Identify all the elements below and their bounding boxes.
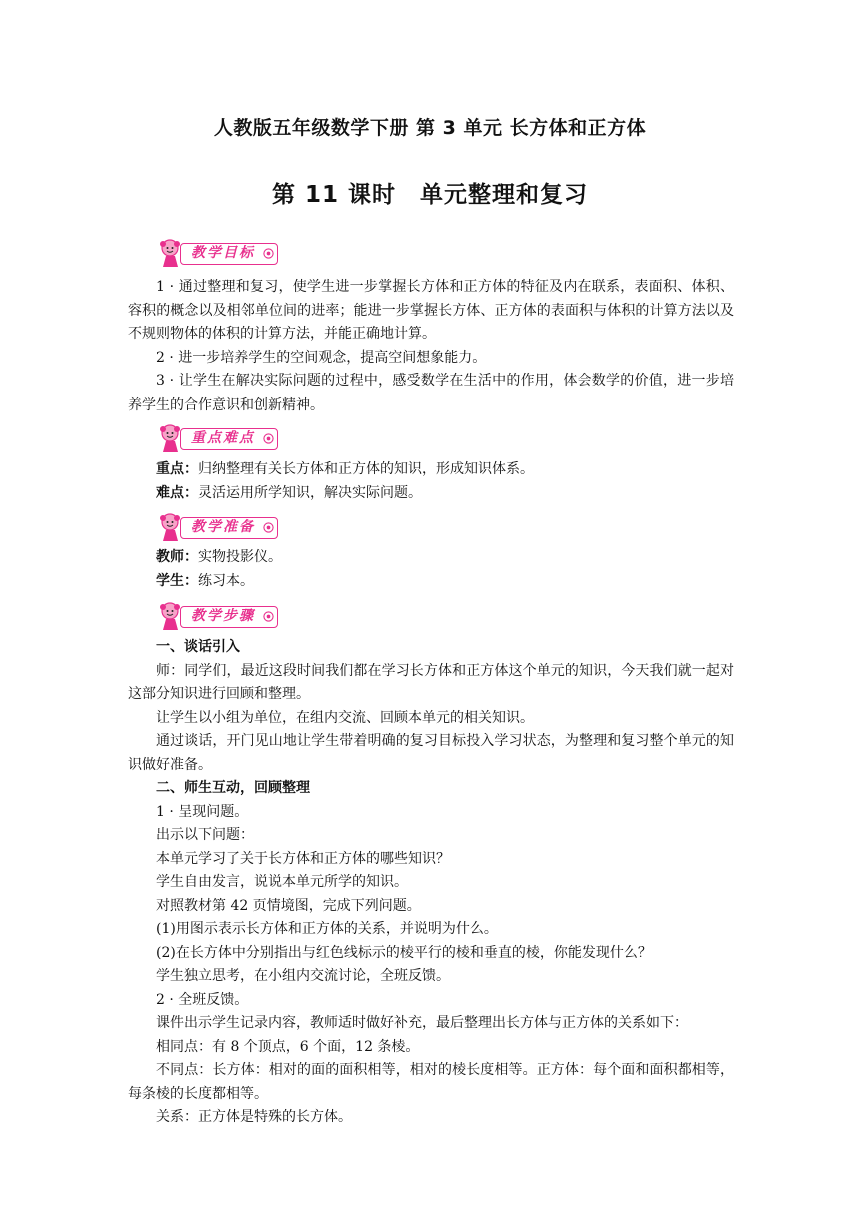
objective-item: 3 · 让学生在解决实际问题的过程中，感受数学在生活中的作用，体会数学的价值，进一步培养学生的合作意识和创新精神。	[128, 373, 734, 413]
step-line: (1)用图示表示长方体和正方体的关系，并说明为什么。	[156, 921, 498, 937]
key-points-badge	[158, 423, 280, 453]
teacher-line	[128, 546, 734, 570]
step-line: 课件出示学生记录内容，教师适时做好补充，最后整理出长方体与正方体的关系如下：	[156, 1015, 688, 1031]
step-line: 关系：正方体是特殊的长方体。	[156, 1109, 352, 1125]
difficulty-line	[128, 482, 734, 506]
step-line: 学生自由发言，说说本单元所学的知识。	[156, 874, 408, 890]
preparation-block	[128, 546, 734, 593]
key-text: 归纳整理有关长方体和正方体的知识，形成知识体系。	[198, 461, 534, 477]
teacher-label: 教师：	[156, 549, 198, 565]
target-icon	[263, 433, 274, 444]
objectives-badge	[158, 238, 280, 268]
key-points-badge-box	[180, 428, 278, 450]
step-line: 2 · 全班反馈。	[156, 991, 249, 1008]
target-icon	[263, 248, 274, 259]
document-title: 人教版五年级数学下册 第 3 单元 长方体和正方体	[213, 117, 647, 139]
step-line: 对照教材第 42 页情境图，完成下列问题。	[156, 897, 421, 914]
lesson-title: 第 11 课时 单元整理和复习	[271, 182, 589, 208]
student-label: 学生：	[156, 572, 198, 589]
teacher-text: 实物投影仪。	[198, 549, 282, 565]
objectives-badge-label: 教学目标	[191, 245, 255, 261]
key-label: 重点：	[156, 461, 198, 477]
key-points-badge-label: 重点难点	[191, 430, 255, 446]
preparation-badge	[158, 512, 280, 542]
objectives-block	[128, 276, 734, 417]
target-icon	[263, 611, 274, 622]
key-point-line	[128, 458, 734, 482]
step-line: 不同点：长方体：相对的面的面积相等，相对的棱长度相等。正方体：每个面和面积都相等，每条棱的长度都相等。	[128, 1062, 734, 1102]
difficulty-text: 灵活运用所学知识，解决实际问题。	[198, 484, 422, 501]
steps-block	[128, 636, 734, 1130]
preparation-badge-box	[180, 517, 278, 539]
objective-item: 1 · 通过整理和复习，使学生进一步掌握长方体和正方体的特征及内在联系，表面积、体积、容积的概念以及相邻单位间的进率；能进一步掌握长方体、正方体的表面积与体积的计算方法以及不规则物体的体积的计算方法，并能正确地计算。	[128, 279, 734, 342]
preparation-badge-label: 教学准备	[191, 519, 255, 535]
step-line: 出示以下问题：	[156, 827, 254, 843]
student-text: 练习本。	[198, 572, 254, 589]
difficulty-label: 难点：	[156, 484, 198, 501]
section-heading: 二、师生互动，回顾整理	[156, 780, 310, 796]
step-line: 本单元学习了关于长方体和正方体的哪些知识？	[156, 850, 450, 867]
step-line: (2)在长方体中分别指出与红色线标示的棱平行的棱和垂直的棱，你能发现什么？	[156, 944, 652, 961]
paragraph: 让学生以小组为单位，在组内交流、回顾本单元的相关知识。	[156, 709, 534, 726]
step-line: 学生独立思考，在小组内交流讨论，全班反馈。	[156, 968, 450, 984]
student-line	[128, 570, 734, 594]
objectives-badge-box	[180, 243, 278, 265]
target-icon	[263, 522, 274, 533]
paragraph: 师：同学们，最近这段时间我们都在学习长方体和正方体这个单元的知识，今天我们就一起对这部分知识进行回顾和整理。	[128, 662, 734, 702]
steps-badge-label: 教学步骤	[191, 608, 255, 624]
steps-badge-box	[180, 606, 278, 628]
paragraph: 通过谈话，开门见山地让学生带着明确的复习目标投入学习状态，为整理和复习整个单元的知识做好准备。	[128, 733, 734, 773]
section-heading: 一、谈话引入	[156, 639, 240, 655]
objective-item: 2 · 进一步培养学生的空间观念，提高空间想象能力。	[156, 349, 487, 366]
key-points-block	[128, 458, 734, 505]
step-line: 相同点：有 8 个顶点，6 个面，12 条棱。	[156, 1038, 420, 1055]
step-line: 1 · 呈现问题。	[156, 803, 249, 820]
steps-badge	[158, 601, 280, 631]
